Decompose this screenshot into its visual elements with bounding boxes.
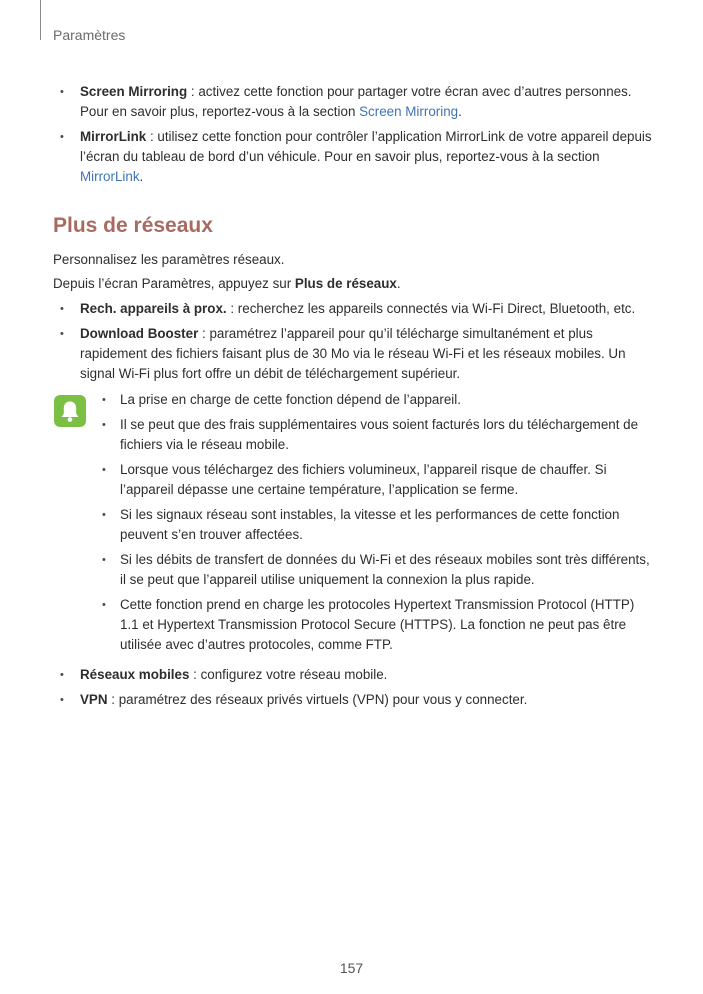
options-bullet-list-a xyxy=(53,299,653,384)
section-title: Plus de réseaux xyxy=(53,214,213,237)
bullet-dot: • xyxy=(60,328,64,340)
bullet-dot: • xyxy=(102,464,106,476)
options-bullet-list-b xyxy=(53,665,653,710)
note-text: Cette fonction prend en charge les protocoles Hypertext Transmission Protocol (HTTP) 1.1 et Hypertext Transmission Protocol Secure (HTTPS). La fonction ne peut pas être utilisée avec d’autres protocoles, comme FTP. xyxy=(120,597,635,652)
page-header-title: Paramètres xyxy=(53,27,126,43)
note-text: Il se peut que des frais supplémentaires vous soient facturés lors du téléchargement de fichiers via le réseau mobile. xyxy=(120,417,639,452)
instruction-suffix: . xyxy=(396,276,401,291)
link-screen-mirroring[interactable]: Screen Mirroring xyxy=(359,104,459,119)
note-item xyxy=(95,595,653,655)
bullet-dot: • xyxy=(102,599,106,611)
note-list xyxy=(95,390,653,655)
description-end: . xyxy=(458,104,462,119)
list-item-nearby-devices xyxy=(53,299,653,319)
term-mobile-networks: Réseaux mobiles xyxy=(80,667,190,682)
bullet-dot: • xyxy=(102,554,106,566)
bullet-dot: • xyxy=(102,509,106,521)
bullet-dot: • xyxy=(60,86,64,98)
description-text: : recherchez les appareils connectés via Wi-Fi Direct, Bluetooth, etc. xyxy=(226,301,636,316)
intro-bullet-list xyxy=(53,82,653,187)
description-end: . xyxy=(139,169,144,184)
page-number: 157 xyxy=(339,960,364,976)
note-text: Lorsque vous téléchargez des fichiers volumineux, l’appareil risque de chauffer. Si l’appareil dépasse une certaine température, l’application se ferme. xyxy=(120,462,607,497)
instruction-menu-name: Plus de réseaux xyxy=(294,276,397,291)
note-block xyxy=(53,390,653,655)
note-text: Si les débits de transfert de données du Wi-Fi et des réseaux mobiles sont très différents, il se peut que l’appareil utilise uniquement la connexion la plus rapide. xyxy=(120,552,650,587)
instruction-prefix: Depuis l’écran Paramètres, appuyez sur xyxy=(53,276,295,291)
bullet-dot: • xyxy=(60,694,64,706)
description-text: : paramétrez l’appareil pour qu’il télécharge simultanément et plus rapidement des fichiers faisant plus de 30 Mo via le réseau Wi-Fi et les réseaux mobiles. Un signal Wi-Fi plus fort offre un débit de téléchargement supérieur. xyxy=(80,326,626,381)
bell-notice-icon xyxy=(53,394,87,428)
bullet-dot: • xyxy=(60,303,64,315)
term-nearby-devices: Rech. appareils à prox. xyxy=(80,301,227,316)
bullet-dot: • xyxy=(60,669,64,681)
term-screen-mirroring: Screen Mirroring xyxy=(80,84,188,99)
note-item xyxy=(95,460,653,500)
bullet-dot: • xyxy=(60,131,64,143)
note-item xyxy=(95,550,653,590)
description-text: : utilisez cette fonction pour contrôler l’application MirrorLink de votre appareil depuis l’écran du tableau de bord d’un véhicule. Pour en savoir plus, reportez-vous à la section xyxy=(80,129,652,164)
term-mirrorlink: MirrorLink xyxy=(80,129,147,144)
note-text: La prise en charge de cette fonction dépend de l’appareil. xyxy=(120,392,461,407)
note-item xyxy=(95,390,653,410)
note-item xyxy=(95,415,653,455)
term-download-booster: Download Booster xyxy=(80,326,199,341)
description-text: : paramétrez des réseaux privés virtuels (VPN) pour vous y connecter. xyxy=(107,692,528,707)
list-item-mobile-networks xyxy=(53,665,653,685)
page-content xyxy=(53,82,653,715)
section-instruction xyxy=(53,274,653,294)
section-intro: Personnalisez les paramètres réseaux. xyxy=(53,252,285,267)
header-rule xyxy=(40,0,41,40)
description-text: : configurez votre réseau mobile. xyxy=(189,667,388,682)
description-text: : activez cette fonction pour partager votre écran avec d’autres personnes. Pour en savoir plus, reportez-vous à la section xyxy=(80,84,632,119)
list-item-vpn xyxy=(53,690,653,710)
link-mirrorlink[interactable]: MirrorLink xyxy=(80,169,140,184)
bullet-dot: • xyxy=(102,419,106,431)
term-vpn: VPN xyxy=(80,692,108,707)
list-item-mirrorlink xyxy=(53,127,653,187)
note-item xyxy=(95,505,653,545)
bullet-dot: • xyxy=(102,394,106,406)
list-item-screen-mirroring xyxy=(53,82,653,122)
list-item-download-booster xyxy=(53,324,653,384)
note-text: Si les signaux réseau sont instables, la vitesse et les performances de cette fonction peuvent s’en trouver affectées. xyxy=(120,507,620,542)
